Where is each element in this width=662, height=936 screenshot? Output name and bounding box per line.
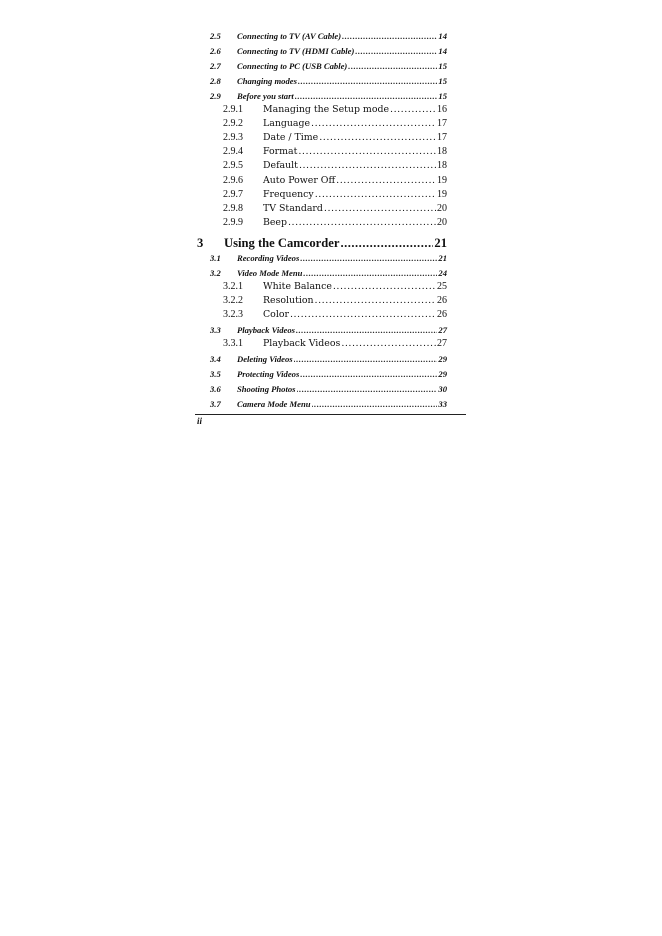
entry-title: Playback Videos: [237, 325, 295, 335]
entry-title: Language: [263, 118, 311, 129]
entry-number: 2.9: [210, 91, 221, 101]
entry-title: Managing the Setup mode: [263, 104, 390, 115]
entry-title: TV Standard: [263, 203, 323, 214]
toc-entry[interactable]: [210, 46, 447, 56]
toc-entry[interactable]: [210, 91, 447, 101]
dot-leader: [290, 309, 436, 320]
entry-page: 15: [438, 61, 447, 71]
entry-title: Frequency: [263, 189, 314, 200]
entry-number: 2.9.9: [223, 217, 243, 228]
toc-entry[interactable]: [210, 325, 447, 335]
chapter-title: Using the Camcorder: [224, 236, 340, 250]
toc-entry[interactable]: [210, 76, 447, 86]
dot-leader: [288, 217, 436, 228]
entry-page: 20: [437, 217, 447, 228]
entry-page: 24: [438, 268, 447, 278]
entry-title: Beep: [263, 217, 287, 228]
dot-leader: [324, 203, 436, 214]
toc-entry[interactable]: [223, 189, 447, 200]
entry-title: Resolution: [263, 295, 314, 306]
dot-leader: [319, 132, 436, 143]
entry-title: Date / Time: [263, 132, 319, 143]
entry-title: Camera Mode Menu: [237, 399, 311, 409]
entry-page: 17: [437, 118, 447, 129]
toc-entry[interactable]: [223, 118, 447, 129]
entry-title: Default: [263, 160, 298, 171]
entry-page: 29: [438, 354, 447, 364]
dot-leader: [340, 236, 433, 251]
entry-title: Connecting to TV (AV Cable): [237, 31, 342, 41]
entry-page: 17: [437, 132, 447, 143]
entry-title: Color: [263, 309, 289, 320]
entry-title: Format: [263, 146, 298, 157]
entry-page: 27: [437, 338, 447, 349]
entry-title: Before you start: [237, 91, 294, 101]
dot-leader: [297, 384, 438, 394]
entry-number: 3.3: [210, 325, 221, 335]
entry-page: 29: [438, 369, 447, 379]
entry-number: 3.4: [210, 354, 221, 364]
toc-entry[interactable]: [210, 384, 447, 394]
toc-entry[interactable]: [223, 281, 447, 292]
dot-leader: [390, 104, 436, 115]
entry-page: 16: [437, 104, 447, 115]
entry-number: 3.2: [210, 268, 221, 278]
entry-page: 25: [437, 281, 447, 292]
entry-title: Auto Power Off: [263, 175, 336, 186]
entry-number: 2.9.3: [223, 132, 243, 143]
dot-leader: [300, 253, 437, 263]
entry-title: Deleting Videos: [237, 354, 293, 364]
entry-title: Playback Videos: [263, 338, 341, 349]
entry-page: 33: [438, 399, 447, 409]
dot-leader: [348, 61, 437, 71]
entry-number: 3.7: [210, 399, 221, 409]
entry-number: 3.1: [210, 253, 221, 263]
entry-number: 3.2.3: [223, 309, 243, 320]
entry-page: 14: [438, 31, 447, 41]
entry-page: 15: [438, 91, 447, 101]
entry-number: 3.6: [210, 384, 221, 394]
toc-entry[interactable]: [223, 295, 447, 306]
dot-leader: [315, 189, 436, 200]
dot-leader: [315, 295, 436, 306]
entry-number: 2.7: [210, 61, 221, 71]
toc-entry[interactable]: [210, 268, 447, 278]
entry-page: 18: [437, 146, 447, 157]
entry-number: 2.9.7: [223, 189, 243, 200]
toc-entry[interactable]: [223, 132, 447, 143]
dot-leader: [298, 146, 436, 157]
chapter-number: 3: [197, 236, 204, 250]
toc-entry[interactable]: [210, 253, 447, 263]
dot-leader: [303, 268, 437, 278]
entry-title: Shooting Photos: [237, 384, 296, 394]
dot-leader: [341, 338, 436, 349]
dot-leader: [300, 369, 437, 379]
dot-leader: [312, 399, 438, 409]
entry-page: 21: [438, 253, 447, 263]
toc-chapter-entry[interactable]: [197, 236, 447, 251]
toc-entry[interactable]: [223, 338, 447, 349]
toc-entry[interactable]: [223, 146, 447, 157]
entry-page: 14: [438, 46, 447, 56]
dot-leader: [342, 31, 437, 41]
entry-title: Connecting to PC (USB Cable): [237, 61, 348, 71]
entry-number: 3.5: [210, 369, 221, 379]
entry-page: 26: [437, 309, 447, 320]
toc-entry[interactable]: [210, 61, 447, 71]
entry-title: Recording Videos: [237, 253, 300, 263]
dot-leader: [355, 46, 437, 56]
entry-title: Protecting Videos: [237, 369, 300, 379]
entry-number: 2.5: [210, 31, 221, 41]
entry-number: 3.3.1: [223, 338, 243, 349]
entry-number: 2.9.8: [223, 203, 243, 214]
entry-page: 18: [437, 160, 447, 171]
dot-leader: [296, 325, 437, 335]
entry-number: 2.9.4: [223, 146, 243, 157]
toc-entry[interactable]: [210, 354, 447, 364]
entry-number: 2.9.2: [223, 118, 243, 129]
toc-entry[interactable]: [210, 369, 447, 379]
entry-number: 3.2.1: [223, 281, 243, 292]
toc-entry[interactable]: [223, 175, 447, 186]
dot-leader: [298, 76, 437, 86]
toc-entry[interactable]: [223, 160, 447, 171]
entry-number: 2.9.6: [223, 175, 243, 186]
entry-title: White Balance: [263, 281, 332, 292]
entry-number: 2.9.5: [223, 160, 243, 171]
dot-leader: [336, 175, 436, 186]
dot-leader: [333, 281, 436, 292]
toc-entry[interactable]: [223, 104, 447, 115]
entry-number: 2.9.1: [223, 104, 243, 115]
entry-page: 19: [437, 189, 447, 200]
toc-entry[interactable]: [210, 399, 447, 409]
entry-number: 2.6: [210, 46, 221, 56]
page-number: ii: [197, 416, 203, 426]
toc-entry[interactable]: [223, 203, 447, 214]
entry-page: 26: [437, 295, 447, 306]
footer-rule: [195, 414, 466, 415]
chapter-page: 21: [434, 236, 447, 250]
entry-page: 19: [437, 175, 447, 186]
entry-page: 27: [438, 325, 447, 335]
entry-page: 15: [438, 76, 447, 86]
entry-number: 3.2.2: [223, 295, 243, 306]
entry-number: 2.8: [210, 76, 221, 86]
toc-entry[interactable]: [210, 31, 447, 41]
entry-page: 20: [437, 203, 447, 214]
dot-leader: [311, 118, 436, 129]
dot-leader: [294, 354, 438, 364]
toc-entry[interactable]: [223, 217, 447, 228]
dot-leader: [295, 91, 438, 101]
toc-entry[interactable]: [223, 309, 447, 320]
dot-leader: [299, 160, 436, 171]
entry-title: Video Mode Menu: [237, 268, 303, 278]
entry-title: Connecting to TV (HDMI Cable): [237, 46, 355, 56]
entry-page: 30: [438, 384, 447, 394]
entry-title: Changing modes: [237, 76, 297, 86]
